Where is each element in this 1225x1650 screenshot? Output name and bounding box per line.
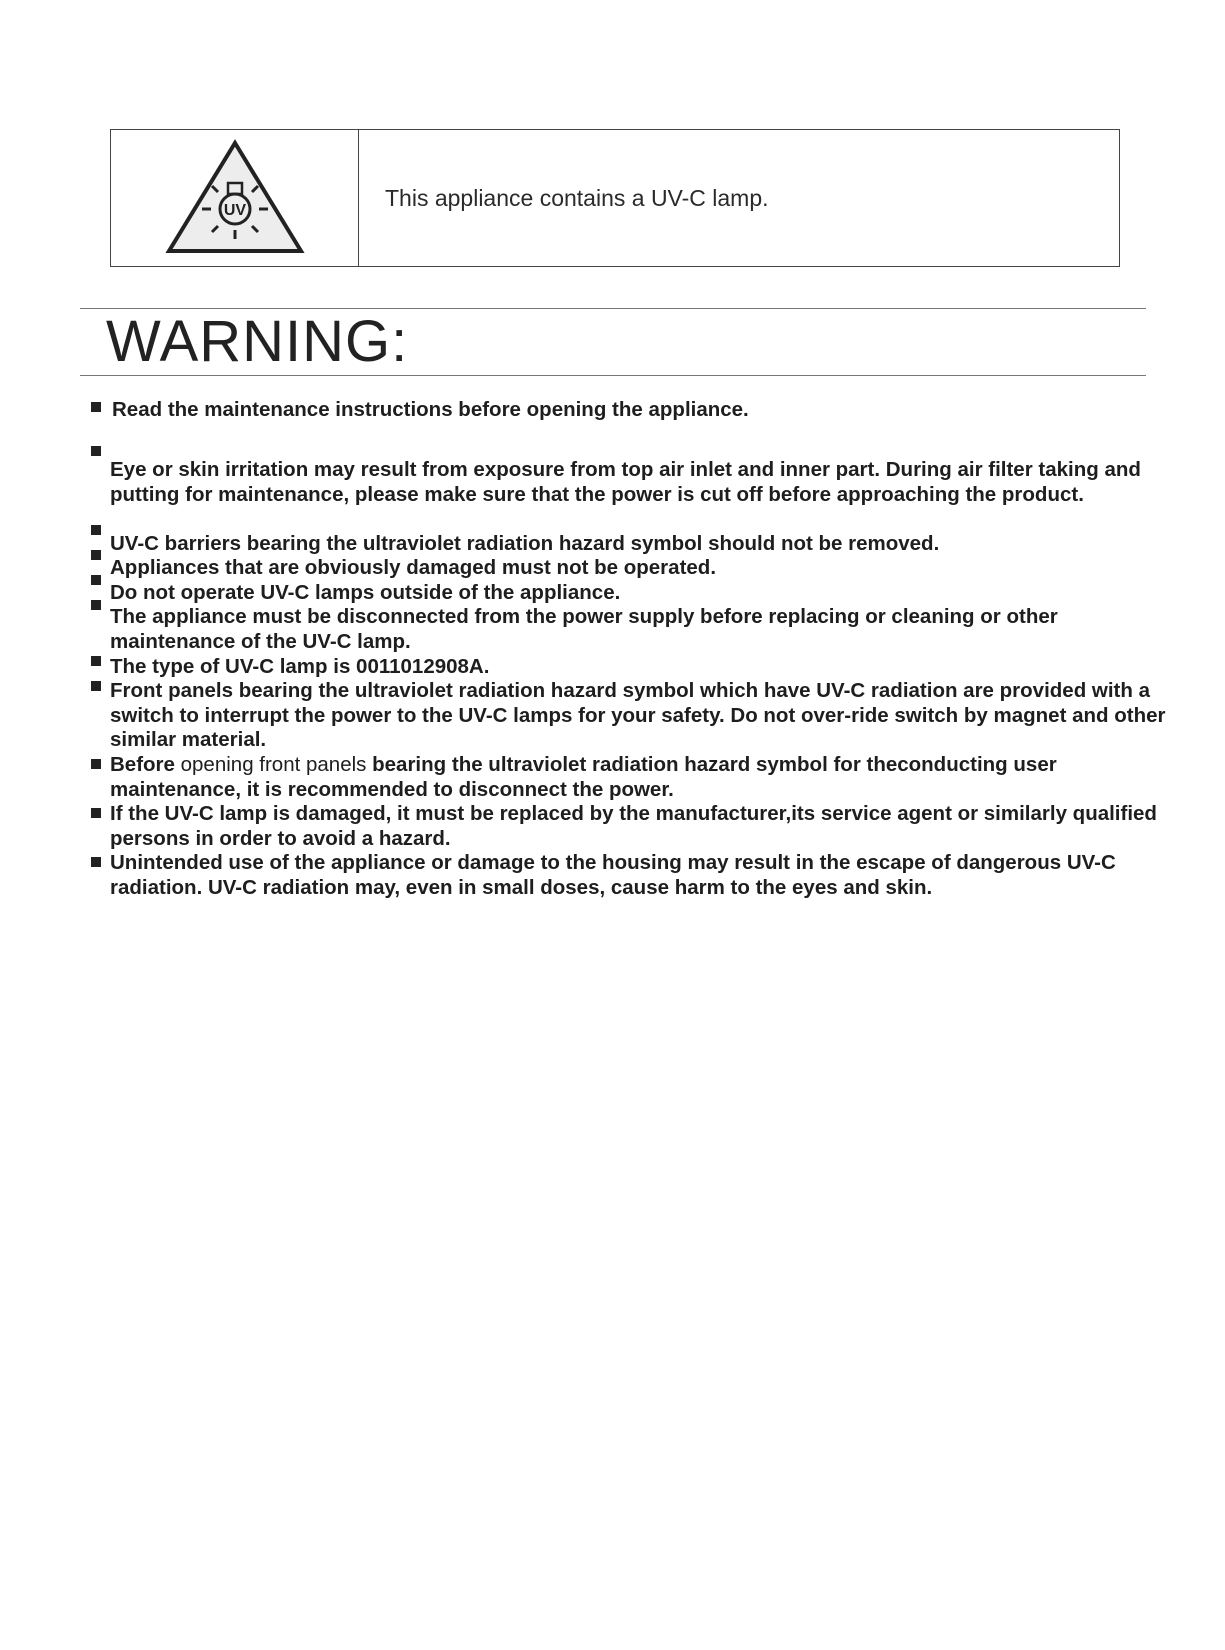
list-item: If the UV-C lamp is damaged, it must be replaced by the manufacturer,its service agent or similarly qualified persons in order to avoid a hazard.	[110, 802, 1157, 850]
bullet	[91, 550, 101, 560]
item-before-light: opening front panels	[174, 753, 373, 776]
list-item: Read the maintenance instructions before opening the appliance.	[112, 398, 749, 421]
bullet	[91, 857, 101, 867]
bullet	[91, 402, 101, 412]
bullet	[91, 525, 101, 535]
list-item: Do not operate UV-C lamps outside of the appliance.	[110, 581, 621, 604]
item-before-rest: bearing the ultraviolet radiation hazard symbol for theconducting user maintenance, it is recommended to disconnect the power.	[110, 753, 1057, 801]
list-item: Front panels bearing the ultraviolet radiation hazard symbol which have UV-C radiation are provided with a switch to interrupt the power to the UV-C lamps for your safety. Do not over-ride switch by magnet and other similar material.	[110, 679, 1166, 752]
bullet	[91, 656, 101, 666]
svg-text:UV: UV	[223, 202, 246, 219]
list-item: Unintended use of the appliance or damage to the housing may result in the escape of dangerous UV-C radiation. UV-C radiation may, even in small doses, cause harm to the eyes and skin.	[110, 851, 1116, 899]
bullet	[91, 759, 101, 769]
bullet	[91, 808, 101, 818]
list-item: The type of UV-C lamp is 0011012908A.	[110, 655, 490, 678]
bullet	[91, 446, 101, 456]
bullet	[91, 681, 101, 691]
warning-title: WARNING:	[106, 309, 409, 374]
list-item: The appliance must be disconnected from the power supply before replacing or cleaning or other maintenance of the UV-C lamp.	[110, 605, 1058, 653]
list-item: UV-C barriers bearing the ultraviolet radiation hazard symbol should not be removed.	[110, 532, 940, 555]
notice-text: This appliance contains a UV-C lamp.	[385, 184, 769, 211]
list-item: Eye or skin irritation may result from exposure from top air inlet and inner part. During air filter taking and putting for maintenance, please make sure that the power is cut off before approaching the product.	[110, 458, 1141, 506]
list-item: Appliances that are obviously damaged must not be operated.	[110, 556, 717, 579]
bullet	[91, 575, 101, 585]
bullet	[91, 600, 101, 610]
item-before-lead: Before	[110, 753, 175, 776]
list-item-before	[110, 753, 1170, 802]
